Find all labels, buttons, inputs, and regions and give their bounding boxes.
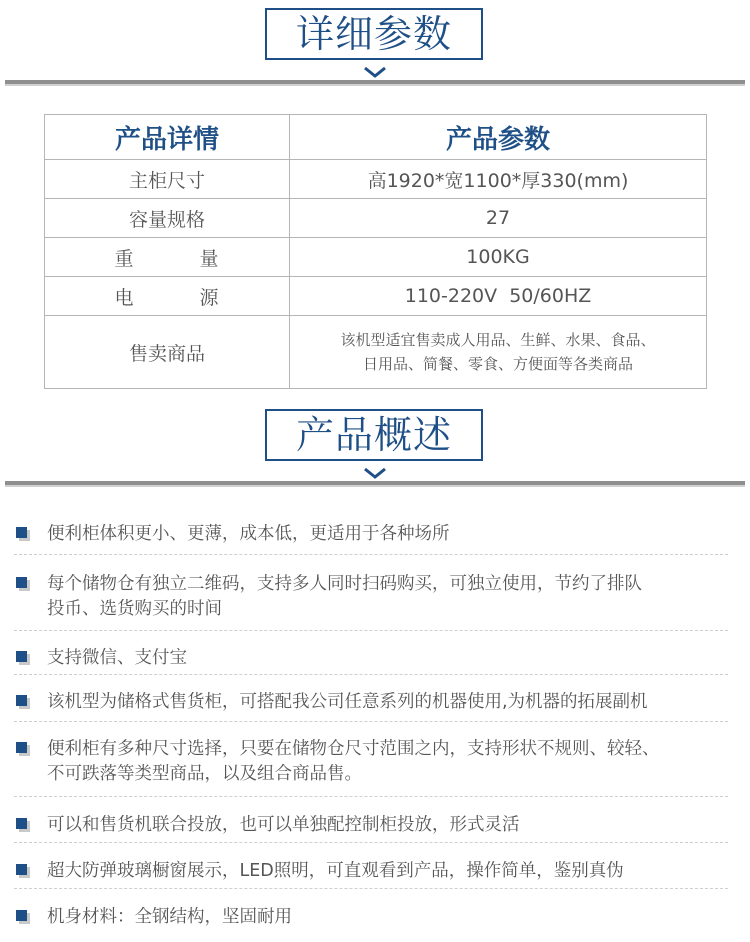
feature-list [0,515,750,934]
table-row [45,316,707,389]
square-bullet-icon [16,864,30,878]
section-divider [5,481,745,487]
feature-text [47,572,728,622]
row-value: 27 [290,199,707,238]
square-bullet-icon [16,818,30,832]
list-item [14,515,728,555]
table-row [45,277,707,316]
row-value-line: 日用品、简餐、零食、方便面等各类商品 [362,355,633,373]
table-header: 产品参数 [290,115,707,160]
feature-text: 便利柜体积更小、更薄，成本低，更适用于各种场所 [47,524,450,544]
row-value: 100KG [290,238,707,277]
list-item [14,555,728,631]
table-row [45,199,707,238]
table-header: 产品详情 [45,115,290,160]
square-bullet-icon [16,577,30,591]
list-item [14,843,728,889]
feature-line: 不可跌落等类型商品，以及组合商品售。 [47,764,362,784]
feature-text: 支持微信、支付宝 [47,648,187,668]
square-bullet-icon [16,651,30,665]
feature-text: 机身材料：全钢结构，坚固耐用 [47,907,292,927]
row-value-line: 该机型适宜售卖成人用品、生鲜、水果、食品、 [340,331,656,349]
chevron-down-icon [363,66,387,78]
table-row [45,238,707,277]
row-value [290,316,707,389]
row-value: 高1920*宽1100*厚330(mm) [290,160,707,199]
list-item [14,631,728,675]
row-label: 容量规格 [45,199,290,238]
section-divider [5,80,745,86]
feature-line: 每个储物仓有独立二维码，支持多人同时扫码购买，可独立使用，节约了排队 [47,574,642,594]
row-label: 主柜尺寸 [45,160,290,199]
feature-line: 便利柜有多种尺寸选择，只要在储物仓尺寸范围之内，支持形状不规则、较轻、 [47,739,660,759]
square-bullet-icon [16,527,30,541]
params-table [44,114,707,389]
feature-text [47,737,728,787]
section-title-params: 详细参数 [265,8,483,60]
feature-line: 投币、选货购买的时间 [47,599,222,619]
row-label: 重 量 [45,238,290,277]
square-bullet-icon [16,910,30,924]
square-bullet-icon [16,695,30,709]
list-item [14,797,728,843]
chevron-down-icon [363,467,387,479]
feature-text: 可以和售货机联合投放，也可以单独配控制柜投放，形式灵活 [47,815,520,835]
square-bullet-icon [16,742,30,756]
feature-text: 超大防弹玻璃橱窗展示，LED照明，可直观看到产品，操作简单，鉴别真伪 [47,861,624,881]
section-title-overview: 产品概述 [265,409,483,461]
row-value: 110-220V 50/60HZ [290,277,707,316]
list-item [14,889,728,934]
list-item [14,722,728,797]
feature-text: 该机型为储格式售货柜，可搭配我公司任意系列的机器使用,为机器的拓展副机 [47,692,648,712]
row-label: 售卖商品 [45,316,290,389]
list-item [14,675,728,722]
table-row [45,160,707,199]
row-label: 电 源 [45,277,290,316]
